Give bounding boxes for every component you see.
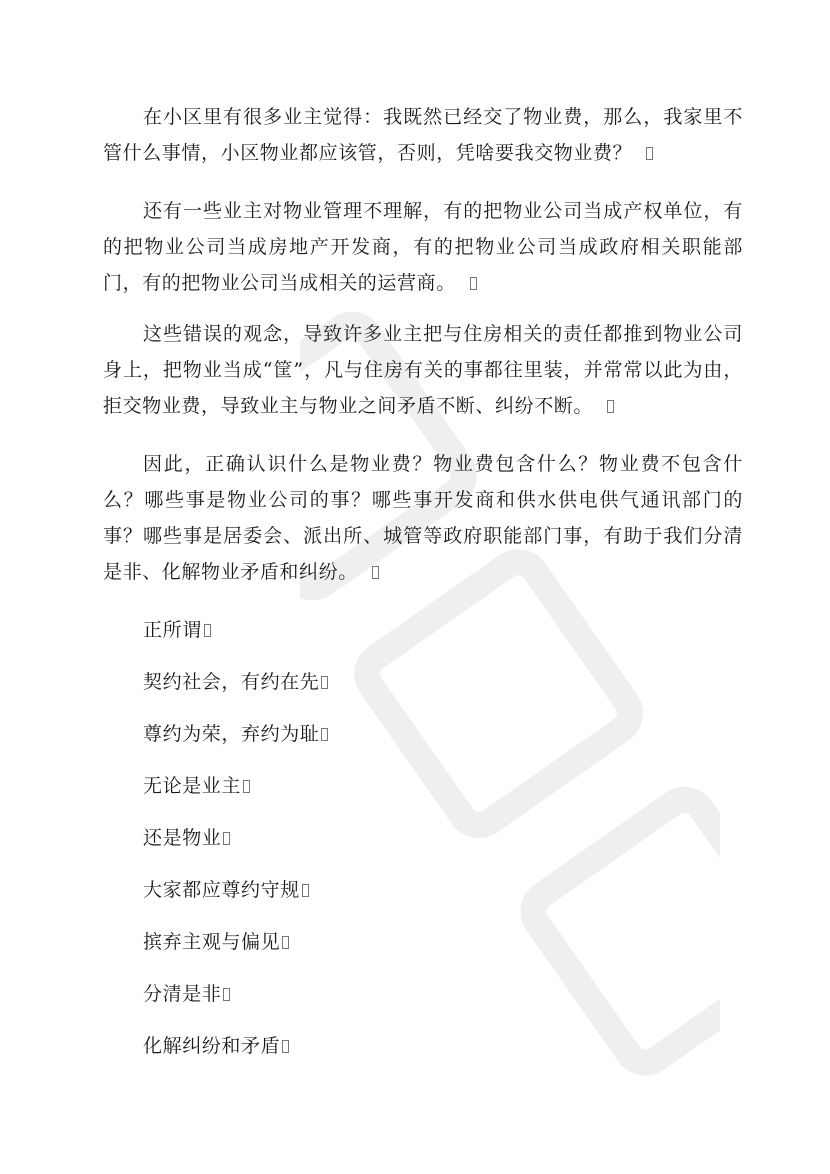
paragraph-2-text: 还有一些业主对物业管理不理解，有的把物业公司当成产权单位，有的把物业公司当成房地产开发商，有的把物业公司当成政府相关职能部门，有的把物业公司当成相关的运营商。: [103, 200, 743, 294]
paragraph-mark-icon: [302, 884, 309, 897]
verse-line-6: [143, 872, 309, 908]
verse-line-1: [143, 612, 211, 648]
paragraph-mark-icon: [646, 147, 653, 160]
paragraph-1: [103, 99, 743, 171]
paragraph-2: [103, 193, 743, 301]
verse-line-5: [143, 820, 230, 856]
verse-line-text: 化解纠纷和矛盾: [143, 1035, 281, 1057]
verse-line-8: [143, 976, 230, 1012]
paragraph-mark-icon: [372, 566, 379, 579]
paragraph-mark-icon: [223, 988, 230, 1001]
paragraph-mark-icon: [321, 728, 328, 741]
paragraph-4-text: 因此，正确认识什么是物业费？物业费包含什么？物业费不包含什么？哪些事是物业公司的事？哪些事开发商和供水供电供气通讯部门的事？哪些事是居委会、派出所、城管等政府职能部门事，有助于我们分清是非、化解物业矛盾和纠纷。: [103, 453, 743, 583]
verse-line-text: 还是物业: [143, 827, 222, 849]
verse-line-text: 契约社会，有约在先: [143, 671, 320, 693]
paragraph-mark-icon: [204, 624, 211, 637]
verse-line-9: [143, 1028, 289, 1064]
paragraph-mark-icon: [321, 676, 328, 689]
verse-line-2: [143, 664, 328, 700]
verse-line-3: [143, 716, 328, 752]
paragraph-mark-icon: [282, 1040, 289, 1053]
verse-line-text: 无论是业主: [143, 775, 242, 797]
paragraph-mark-icon: [282, 936, 289, 949]
paragraph-4: [103, 446, 743, 590]
paragraph-1-text: 在小区里有很多业主觉得：我既然已经交了物业费，那么，我家里不管什么事情，小区物业都应该管，否则，凭啥要我交物业费？: [103, 106, 743, 164]
verse-line-text: 大家都应尊约守规: [143, 879, 300, 901]
paragraph-mark-icon: [470, 277, 477, 290]
paragraph-mark-icon: [243, 780, 250, 793]
verse-line-text: 正所谓: [143, 619, 202, 641]
paragraph-mark-icon: [607, 400, 614, 413]
verse-line-text: 尊约为荣，弃约为耻: [143, 723, 320, 745]
verse-line-7: [143, 924, 289, 960]
paragraph-3-text: 这些错误的观念，导致许多业主把与住房相关的责任都推到物业公司身上，把物业当成“筐”，凡与住房有关的事都往里装，并常常以此为由，拒交物业费，导致业主与物业之间矛盾不断、纠纷不断。: [103, 323, 743, 417]
paragraph-3: [103, 316, 743, 424]
verse-line-text: 摈弃主观与偏见: [143, 931, 281, 953]
verse-line-4: [143, 768, 250, 804]
verse-line-text: 分清是非: [143, 983, 222, 1005]
paragraph-mark-icon: [223, 832, 230, 845]
